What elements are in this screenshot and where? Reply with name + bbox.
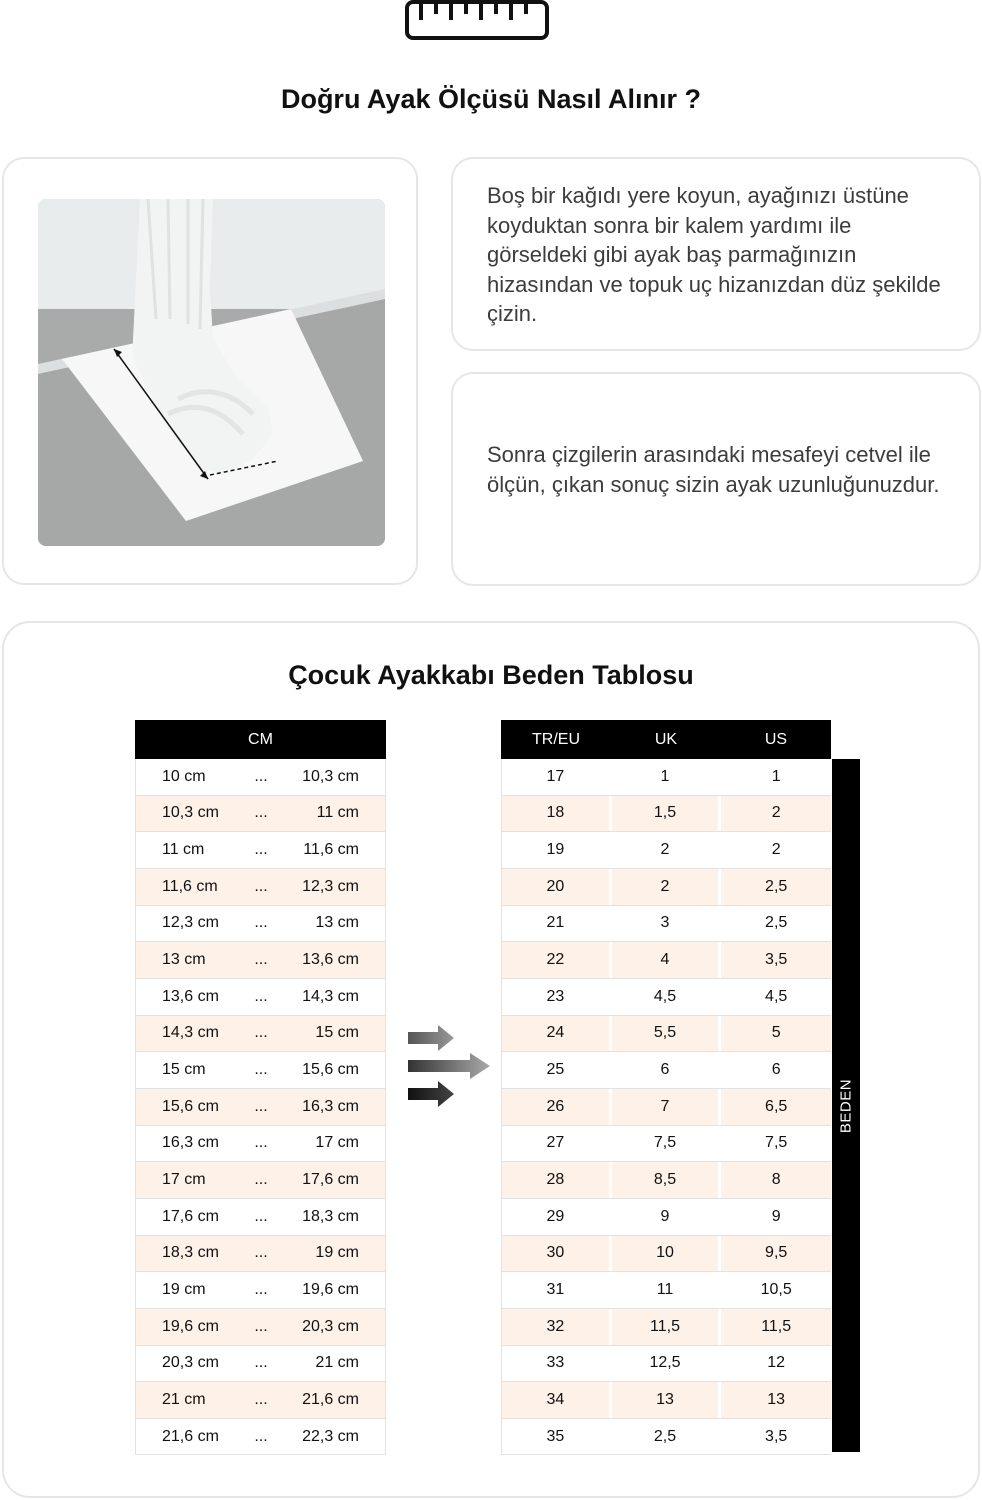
cm-separator: ...: [254, 1390, 268, 1408]
cm-to: 11 cm: [316, 804, 359, 822]
table-row: [135, 942, 386, 979]
size-uk: 3: [612, 906, 722, 942]
size-uk: 9: [612, 1199, 722, 1235]
size-uk: 4: [612, 942, 722, 978]
cm-from: 11,6 cm: [162, 877, 218, 895]
cm-header-label: CM: [248, 730, 273, 748]
size-uk: 1,5: [612, 796, 722, 832]
table-row: [501, 1309, 831, 1346]
table-row: [501, 832, 831, 869]
cm-table: [135, 720, 386, 1455]
cm-to: 14,3 cm: [302, 987, 359, 1005]
cm-separator: ...: [254, 1317, 268, 1335]
size-uk: 13: [612, 1382, 722, 1418]
cm-from: 20,3 cm: [162, 1354, 219, 1372]
table-row: [135, 1236, 386, 1273]
cm-separator: ...: [254, 1134, 268, 1152]
size-uk: 1: [612, 759, 722, 795]
table-row: [501, 1382, 831, 1419]
cm-from: 17 cm: [162, 1171, 206, 1189]
size-us: 3,5: [765, 1427, 788, 1445]
size-tr-eu: 23: [502, 979, 612, 1015]
size-tr-eu: 28: [502, 1162, 612, 1198]
beden-side-bar: [832, 759, 860, 1452]
size-us: 6: [771, 1061, 781, 1079]
cm-to: 18,3 cm: [302, 1207, 359, 1225]
size-tr-eu: 34: [502, 1382, 612, 1418]
size-tr-eu: 33: [502, 1346, 612, 1382]
table-row: [135, 1382, 386, 1419]
table-row: [135, 1016, 386, 1053]
size-uk: 2,5: [612, 1419, 722, 1455]
cm-to: 21 cm: [315, 1354, 359, 1372]
foot-photo-card: [2, 157, 418, 585]
size-tr-eu: 25: [502, 1052, 612, 1088]
cm-table-header: [135, 720, 386, 759]
size-tr-eu: 32: [502, 1309, 612, 1345]
table-row: [501, 1419, 831, 1456]
cm-to: 13 cm: [315, 914, 359, 932]
cm-to: 17 cm: [315, 1134, 359, 1152]
size-tr-eu: 21: [502, 906, 612, 942]
header-us: US: [764, 730, 788, 748]
cm-to: 11,6 cm: [303, 841, 359, 859]
size-uk: 11,5: [612, 1309, 722, 1345]
cm-to: 15,6 cm: [302, 1061, 359, 1079]
table-row: [135, 1199, 386, 1236]
cm-separator: ...: [254, 987, 268, 1005]
size-uk: 2: [612, 832, 722, 868]
table-row: [135, 1126, 386, 1163]
step-1-text: Boş bir kağıdı yere koyun, ayağınızı üstüne koyduktan sonra bir kalem yardımı ile görseldeki gibi ayak baş parmağınızın hizasından ve topuk uç hizanızdan düz şekilde çizin.: [487, 183, 941, 326]
size-tr-eu: 35: [502, 1419, 612, 1455]
table-row: [135, 796, 386, 833]
cm-separator: ...: [254, 767, 268, 785]
cm-separator: ...: [254, 1427, 268, 1445]
size-uk: 11: [612, 1272, 722, 1308]
table-row: [135, 1052, 386, 1089]
size-tr-eu: 30: [502, 1236, 612, 1272]
header-uk: UK: [654, 730, 678, 748]
size-tr-eu: 19: [502, 832, 612, 868]
size-us: 9: [771, 1207, 781, 1225]
table-row: [501, 1346, 831, 1383]
size-us: 1: [771, 767, 781, 785]
cm-to: 17,6 cm: [302, 1171, 359, 1189]
cm-separator: ...: [254, 1281, 268, 1299]
header-tr-eu: TR/EU: [532, 730, 580, 748]
cm-from: 15 cm: [162, 1061, 206, 1079]
cm-to: 22,3 cm: [302, 1427, 359, 1445]
table-row: [135, 1162, 386, 1199]
size-uk: 7,5: [612, 1126, 722, 1162]
table-row: [135, 1309, 386, 1346]
table-row: [501, 1199, 831, 1236]
size-us: 12: [767, 1354, 786, 1372]
size-uk: 2: [612, 869, 722, 905]
size-tr-eu: 29: [502, 1199, 612, 1235]
table-row: [501, 1236, 831, 1273]
size-us: 4,5: [765, 987, 788, 1005]
cm-to: 19 cm: [315, 1244, 359, 1262]
cm-separator: ...: [254, 1244, 268, 1262]
cm-separator: ...: [254, 951, 268, 969]
size-tr-eu: 17: [502, 759, 612, 795]
size-us: 10,5: [760, 1281, 792, 1299]
foot-measurement-photo: [38, 199, 385, 546]
size-us: 9,5: [765, 1244, 788, 1262]
cm-from: 15,6 cm: [162, 1097, 219, 1115]
ruler-icon: [405, 0, 549, 42]
cm-from: 17,6 cm: [162, 1207, 219, 1225]
size-uk: 10: [612, 1236, 722, 1272]
size-tr-eu: 24: [502, 1016, 612, 1052]
size-us: 11,5: [761, 1317, 792, 1335]
cm-from: 13,6 cm: [162, 987, 219, 1005]
cm-from: 19 cm: [162, 1281, 206, 1299]
cm-to: 19,6 cm: [302, 1281, 359, 1299]
cm-to: 12,3 cm: [302, 877, 359, 895]
cm-to: 15 cm: [315, 1024, 359, 1042]
size-tr-eu: 31: [502, 1272, 612, 1308]
step-2-card: [451, 372, 981, 586]
table-row: [501, 979, 831, 1016]
cm-separator: ...: [254, 877, 268, 895]
size-uk: 7: [612, 1089, 722, 1125]
table-row: [501, 1016, 831, 1053]
table-row: [501, 942, 831, 979]
size-chart-title: Çocuk Ayakkabı Beden Tablosu: [288, 660, 694, 690]
cm-separator: ...: [254, 1061, 268, 1079]
size-us: 5: [771, 1024, 781, 1042]
table-row: [501, 796, 831, 833]
size-us: 8: [771, 1171, 781, 1189]
table-row: [501, 1272, 831, 1309]
cm-separator: ...: [254, 841, 268, 859]
size-us: 2: [771, 841, 781, 859]
cm-separator: ...: [254, 804, 268, 822]
cm-separator: ...: [254, 1024, 268, 1042]
size-uk: 8,5: [612, 1162, 722, 1198]
cm-from: 11 cm: [162, 841, 205, 859]
size-tr-eu: 26: [502, 1089, 612, 1125]
size-tr-eu: 18: [502, 796, 612, 832]
cm-from: 19,6 cm: [162, 1317, 219, 1335]
size-uk: 6: [612, 1052, 722, 1088]
cm-from: 18,3 cm: [162, 1244, 219, 1262]
cm-to: 16,3 cm: [302, 1097, 359, 1115]
cm-separator: ...: [254, 1171, 268, 1189]
cm-to: 10,3 cm: [302, 767, 359, 785]
cm-separator: ...: [254, 1097, 268, 1115]
table-row: [135, 759, 386, 796]
size-us: 7,5: [765, 1134, 788, 1152]
size-uk: 4,5: [612, 979, 722, 1015]
cm-separator: ...: [254, 1354, 268, 1372]
size-tr-eu: 20: [502, 869, 612, 905]
cm-separator: ...: [254, 914, 268, 932]
table-row: [135, 979, 386, 1016]
size-us: 2,5: [765, 877, 788, 895]
cm-from: 21,6 cm: [162, 1427, 219, 1445]
beden-label: BEDEN: [837, 1078, 855, 1133]
cm-from: 14,3 cm: [162, 1024, 219, 1042]
table-row: [501, 906, 831, 943]
table-row: [135, 832, 386, 869]
size-table: [501, 720, 831, 1455]
size-us: 2: [771, 804, 781, 822]
size-us: 6,5: [765, 1097, 788, 1115]
step-2-text: Sonra çizgilerin arasındaki mesafeyi cetvel ile ölçün, çıkan sonuç sizin ayak uzunluğunuzdur.: [487, 442, 940, 497]
table-row: [501, 1162, 831, 1199]
cm-from: 21 cm: [162, 1390, 206, 1408]
size-table-header: [501, 720, 831, 759]
cm-to: 13,6 cm: [302, 951, 359, 969]
table-row: [135, 1419, 386, 1456]
size-tr-eu: 22: [502, 942, 612, 978]
table-row: [501, 869, 831, 906]
size-table-body: [501, 759, 831, 1455]
table-row: [135, 869, 386, 906]
table-row: [135, 1346, 386, 1383]
table-row: [501, 1126, 831, 1163]
arrow-right-icon: [408, 1023, 492, 1109]
table-row: [501, 1052, 831, 1089]
size-us: 3,5: [765, 951, 788, 969]
size-tr-eu: 27: [502, 1126, 612, 1162]
table-row: [135, 1272, 386, 1309]
table-row: [501, 1089, 831, 1126]
cm-from: 10,3 cm: [162, 804, 219, 822]
cm-from: 16,3 cm: [162, 1134, 219, 1152]
table-row: [501, 759, 831, 796]
size-uk: 5,5: [612, 1016, 722, 1052]
cm-to: 21,6 cm: [302, 1390, 359, 1408]
size-us: 2,5: [765, 914, 788, 932]
step-1-card: [451, 157, 981, 351]
cm-from: 12,3 cm: [162, 914, 219, 932]
size-uk: 12,5: [612, 1346, 722, 1382]
cm-from: 10 cm: [162, 767, 206, 785]
cm-separator: ...: [254, 1207, 268, 1225]
cm-from: 13 cm: [162, 951, 206, 969]
cm-table-body: [135, 759, 386, 1455]
page-title: Doğru Ayak Ölçüsü Nasıl Alınır ?: [280, 84, 702, 114]
size-us: 13: [767, 1390, 786, 1408]
table-row: [135, 906, 386, 943]
table-row: [135, 1089, 386, 1126]
cm-to: 20,3 cm: [302, 1317, 359, 1335]
